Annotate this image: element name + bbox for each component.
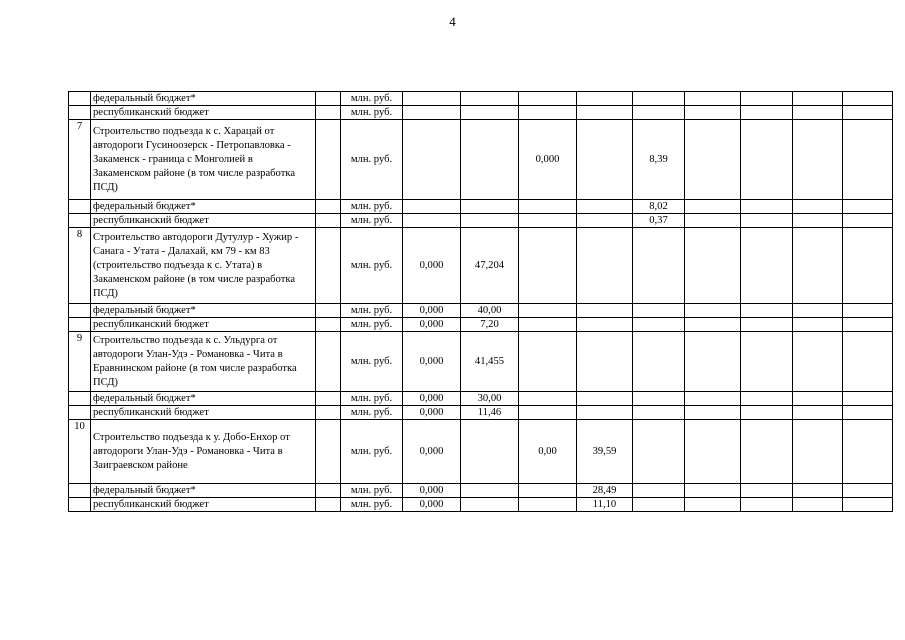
description-cell: республиканский бюджет [91,106,316,120]
value-cell [519,106,577,120]
value-cell [519,406,577,420]
value-cell [403,92,461,106]
value-cell [741,484,793,498]
row-number-cell: 10 [69,420,91,484]
row-number-cell [69,318,91,332]
value-cell [843,106,893,120]
value-cell [403,106,461,120]
value-cell [577,406,633,420]
description-cell: республиканский бюджет [91,406,316,420]
description-cell: республиканский бюджет [91,498,316,512]
value-cell [685,228,741,304]
value-cell [519,228,577,304]
value-cell [793,332,843,392]
budget-source-row [69,106,893,120]
value-cell [685,304,741,318]
value-cell [461,498,519,512]
value-cell [633,406,685,420]
description-cell: федеральный бюджет* [91,484,316,498]
unit-cell: млн. руб. [341,304,403,318]
budget-source-row [69,498,893,512]
project-row [69,332,893,392]
row-number-cell [69,106,91,120]
blank-cell [316,318,341,332]
row-number-cell [69,200,91,214]
value-cell: 0,00 [519,420,577,484]
value-cell [793,318,843,332]
value-cell [461,420,519,484]
description-cell: федеральный бюджет* [91,392,316,406]
value-cell [741,304,793,318]
value-cell [793,228,843,304]
unit-cell: млн. руб. [341,498,403,512]
value-cell [403,200,461,214]
budget-source-row [69,304,893,318]
unit-cell: млн. руб. [341,106,403,120]
value-cell [633,484,685,498]
value-cell [793,484,843,498]
value-cell [685,406,741,420]
budget-table [68,91,893,512]
value-cell: 41,455 [461,332,519,392]
blank-cell [316,498,341,512]
value-cell [461,106,519,120]
value-cell [633,332,685,392]
value-cell [793,120,843,200]
value-cell [793,420,843,484]
description-cell: Строительство подъезда к у. Добо-Енхор от автодороги Улан-Удэ - Романовка - Чита в Заиграевском районе [91,420,316,484]
unit-cell: млн. руб. [341,200,403,214]
value-cell [519,304,577,318]
value-cell [577,92,633,106]
value-cell [461,120,519,200]
unit-cell: млн. руб. [341,406,403,420]
row-number-cell: 9 [69,332,91,392]
value-cell: 0,37 [633,214,685,228]
unit-cell: млн. руб. [341,392,403,406]
value-cell [843,498,893,512]
value-cell [843,304,893,318]
value-cell [633,106,685,120]
value-cell [685,120,741,200]
value-cell [685,106,741,120]
unit-cell: млн. руб. [341,318,403,332]
budget-source-row [69,392,893,406]
value-cell: 0,000 [519,120,577,200]
value-cell [461,214,519,228]
row-number-cell [69,304,91,318]
value-cell [843,318,893,332]
blank-cell [316,332,341,392]
blank-cell [316,214,341,228]
value-cell [793,92,843,106]
value-cell [685,92,741,106]
value-cell: 0,000 [403,392,461,406]
value-cell [577,106,633,120]
unit-cell: млн. руб. [341,484,403,498]
value-cell: 0,000 [403,484,461,498]
value-cell [843,332,893,392]
description-cell: Строительство автодороги Дутулур - Хужир - Санага - Утата - Далахай, км 79 - км 83 (строительство подъезда к с. Утата) в Закаменском районе (в том числе разработка ПСД) [91,228,316,304]
value-cell: 0,000 [403,228,461,304]
project-row [69,420,893,484]
value-cell [843,406,893,420]
value-cell [633,228,685,304]
table-body [69,92,893,512]
value-cell [633,318,685,332]
value-cell [577,228,633,304]
row-number-cell [69,392,91,406]
budget-source-row [69,214,893,228]
unit-cell: млн. руб. [341,420,403,484]
value-cell: 0,000 [403,332,461,392]
value-cell [741,120,793,200]
value-cell [461,484,519,498]
value-cell [519,498,577,512]
unit-cell: млн. руб. [341,228,403,304]
row-number-cell [69,484,91,498]
value-cell [685,200,741,214]
value-cell [793,106,843,120]
value-cell: 39,59 [577,420,633,484]
value-cell [577,304,633,318]
row-number-cell [69,498,91,512]
value-cell [793,406,843,420]
value-cell [519,318,577,332]
value-cell [843,484,893,498]
blank-cell [316,484,341,498]
value-cell [403,120,461,200]
value-cell [793,304,843,318]
description-cell: федеральный бюджет* [91,304,316,318]
row-number-cell [69,406,91,420]
value-cell [685,392,741,406]
value-cell [843,420,893,484]
value-cell: 0,000 [403,420,461,484]
row-number-cell [69,92,91,106]
value-cell [577,120,633,200]
page-number: 4 [449,14,456,29]
row-number-cell: 7 [69,120,91,200]
blank-cell [316,420,341,484]
value-cell [519,200,577,214]
value-cell [843,200,893,214]
value-cell [793,498,843,512]
unit-cell: млн. руб. [341,332,403,392]
budget-source-row [69,406,893,420]
value-cell: 0,000 [403,498,461,512]
value-cell [577,200,633,214]
value-cell [633,92,685,106]
blank-cell [316,228,341,304]
value-cell [577,318,633,332]
description-cell: Строительство подъезда к с. Харацай от автодороги Гусиноозерск - Петропавловка - Закаменск - граница с Монголией в Закаменском районе (в том числе разработка ПСД) [91,120,316,200]
value-cell [685,318,741,332]
value-cell [685,214,741,228]
unit-cell: млн. руб. [341,120,403,200]
value-cell [741,106,793,120]
value-cell: 11,10 [577,498,633,512]
value-cell [633,392,685,406]
value-cell [461,200,519,214]
row-number-cell: 8 [69,228,91,304]
project-row [69,120,893,200]
value-cell [519,92,577,106]
value-cell [741,228,793,304]
value-cell [577,214,633,228]
unit-cell: млн. руб. [341,92,403,106]
budget-source-row [69,318,893,332]
value-cell [685,420,741,484]
value-cell [741,332,793,392]
blank-cell [316,120,341,200]
value-cell [843,228,893,304]
description-cell: Строительство подъезда к с. Ульдурга от автодороги Улан-Удэ - Романовка - Чита в Еравнинском районе (в том числе разработка ПСД) [91,332,316,392]
value-cell: 47,204 [461,228,519,304]
value-cell [461,92,519,106]
blank-cell [316,406,341,420]
blank-cell [316,392,341,406]
value-cell [741,420,793,484]
value-cell: 8,39 [633,120,685,200]
value-cell [685,498,741,512]
value-cell [741,392,793,406]
value-cell [793,200,843,214]
value-cell [519,214,577,228]
description-cell: республиканский бюджет [91,318,316,332]
value-cell: 0,000 [403,406,461,420]
value-cell: 30,00 [461,392,519,406]
value-cell: 0,000 [403,304,461,318]
value-cell [633,420,685,484]
value-cell: 7,20 [461,318,519,332]
value-cell [741,200,793,214]
blank-cell [316,92,341,106]
value-cell [519,484,577,498]
value-cell [741,498,793,512]
value-cell [793,214,843,228]
value-cell [741,92,793,106]
value-cell [577,332,633,392]
value-cell: 8,02 [633,200,685,214]
value-cell: 0,000 [403,318,461,332]
unit-cell: млн. руб. [341,214,403,228]
value-cell: 28,49 [577,484,633,498]
budget-source-row [69,200,893,214]
value-cell [741,406,793,420]
value-cell [793,392,843,406]
value-cell [633,498,685,512]
value-cell [403,214,461,228]
value-cell [685,484,741,498]
description-cell: федеральный бюджет* [91,200,316,214]
value-cell: 11,46 [461,406,519,420]
description-cell: республиканский бюджет [91,214,316,228]
value-cell [843,214,893,228]
blank-cell [316,200,341,214]
value-cell [843,92,893,106]
value-cell: 40,00 [461,304,519,318]
value-cell [577,392,633,406]
value-cell [519,392,577,406]
blank-cell [316,304,341,318]
blank-cell [316,106,341,120]
row-number-cell [69,214,91,228]
budget-source-row [69,484,893,498]
value-cell [685,332,741,392]
value-cell [843,120,893,200]
project-row [69,228,893,304]
value-cell [633,304,685,318]
value-cell [741,214,793,228]
description-cell: федеральный бюджет* [91,92,316,106]
budget-source-row [69,92,893,106]
value-cell [741,318,793,332]
value-cell [519,332,577,392]
value-cell [843,392,893,406]
